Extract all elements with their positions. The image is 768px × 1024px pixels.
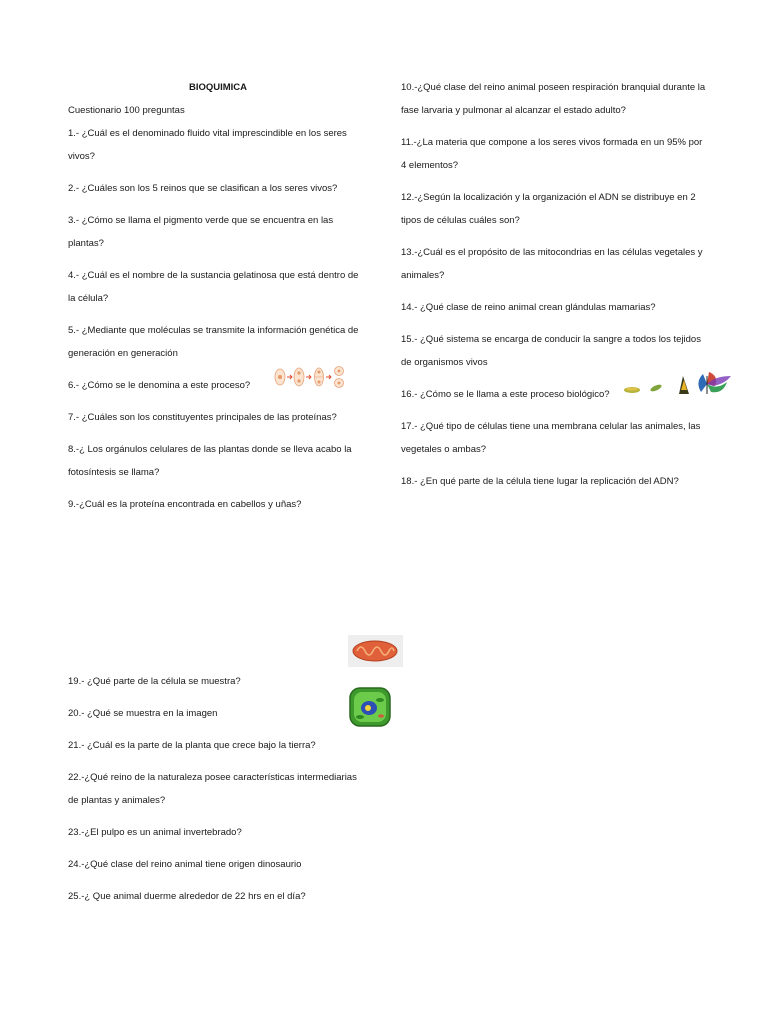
question-23: 23.-¿El pulpo es un animal invertebrado? xyxy=(68,827,242,838)
question-4: 4.- ¿Cuál es el nombre de la sustancia gelatinosa que está dentro de la célula? xyxy=(68,270,359,304)
question-17: 17.- ¿Qué tipo de células tiene una membrana celular las animales, las vegetales o ambas? xyxy=(401,421,701,455)
question-10: 10.-¿Qué clase del reino animal poseen respiración branquial durante la fase larvaria y pulmonar al alcanzar el estado adulto? xyxy=(401,82,706,116)
question-15: 15.- ¿Qué sistema se encarga de conducir la sangre a todos los tejidos de organismos vivos xyxy=(401,334,701,368)
question-12: 12.-¿Según la localización y la organización el ADN se distribuye en 2 tipos de células cuáles son? xyxy=(401,192,696,226)
question-5: 5.- ¿Mediante que moléculas se transmite la información genética de generación en generación xyxy=(68,325,359,359)
question-24: 24.-¿Qué clase del reino animal tiene origen dinosaurio xyxy=(68,859,302,870)
plant-cell-image xyxy=(348,686,392,728)
question-3: 3.- ¿Cómo se llama el pigmento verde que se encuentra en las plantas? xyxy=(68,215,334,249)
question-1: 1.- ¿Cuál es el denominado fluido vital imprescindible en los seres vivos? xyxy=(68,128,347,162)
question-20: 20.- ¿Qué se muestra en la imagen xyxy=(68,708,218,719)
right-column xyxy=(401,76,706,502)
document-subtitle: Cuestionario 100 preguntas xyxy=(68,105,185,116)
question-16: 16.- ¿Cómo se le llama a este proceso biológico? xyxy=(401,389,610,400)
left-column xyxy=(68,76,368,525)
question-9: 9.-¿Cuál es la proteína encontrada en cabellos y uñas? xyxy=(68,499,302,510)
cell-division-image xyxy=(273,365,345,389)
question-2: 2.- ¿Cuáles son los 5 reinos que se clasifican a los seres vivos? xyxy=(68,183,338,194)
question-11: 11.-¿La materia que compone a los seres vivos formada en un 95% por 4 elementos? xyxy=(401,137,703,171)
bottom-column xyxy=(68,670,368,917)
question-22: 22.-¿Qué reino de la naturaleza posee características intermediarias de plantas y animales? xyxy=(68,772,357,806)
question-7: 7.- ¿Cuáles son los constituyentes principales de las proteínas? xyxy=(68,412,337,423)
question-19: 19.- ¿Qué parte de la célula se muestra? xyxy=(68,676,241,687)
question-6: 6.- ¿Cómo se le denomina a este proceso? xyxy=(68,380,251,391)
question-21: 21.- ¿Cuál es la parte de la planta que crece bajo la tierra? xyxy=(68,740,316,751)
mitochondria-image xyxy=(348,635,403,667)
question-8: 8.-¿ Los orgánulos celulares de las plantas donde se lleva acabo la fotosíntesis se llama? xyxy=(68,444,352,478)
question-13: 13.-¿Cuál es el propósito de las mitocondrias en las células vegetales y animales? xyxy=(401,247,703,281)
question-25: 25.-¿ Que animal duerme alrededor de 22 hrs en el día? xyxy=(68,891,306,902)
question-18: 18.- ¿En qué parte de la célula tiene lugar la replicación del ADN? xyxy=(401,476,679,487)
document-title: BIOQUIMICA xyxy=(188,82,248,93)
question-14: 14.- ¿Qué clase de reino animal crean glándulas mamarias? xyxy=(401,302,656,313)
metamorphosis-image xyxy=(623,368,733,398)
